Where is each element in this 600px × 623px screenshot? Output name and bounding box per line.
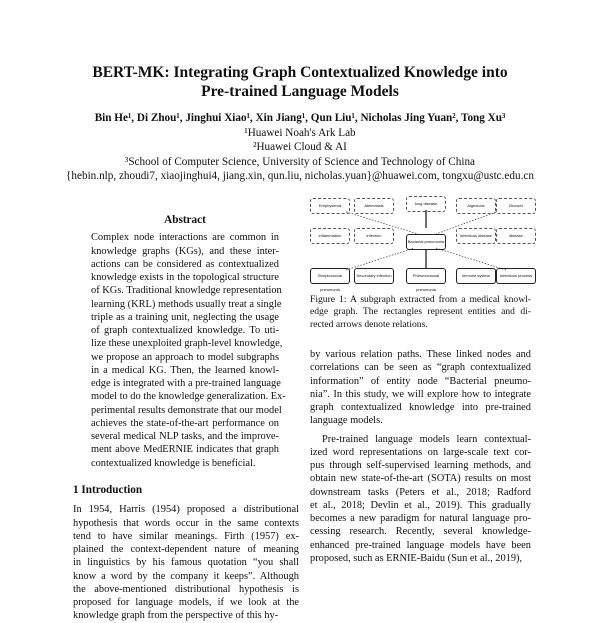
figure-1-graph — [306, 188, 534, 292]
graph-node: Infectious process — [496, 268, 536, 284]
text-line: perimental results demonstrate that our model — [91, 404, 282, 416]
text-line: edge is integrated with a pre-trained language — [91, 378, 281, 389]
introduction — [73, 484, 299, 623]
graph-node: disease — [496, 228, 536, 244]
affiliation: ²Huawei Cloud & AI — [253, 141, 347, 153]
text-line: proposed, such as ERNIE-Baidu (Sun et al., 2019), — [310, 552, 523, 564]
text-line: in a medical KG. Then, the learned knowl- — [91, 364, 279, 376]
text-line: graph contextualized knowledge into pre-trained — [310, 402, 531, 413]
text-line: nia”. In this study, we will explore how to integrate — [310, 388, 531, 400]
affiliation: ³School of Computer Science, University of Science and Technology of China — [124, 155, 476, 168]
text-line: knowledge exists in the topological structure — [91, 272, 279, 283]
text-line: the above-mentioned distributional hypothesis is — [73, 583, 299, 595]
title-line: BERT-MK: Integrating Graph Contextualized Knowledge into — [92, 64, 508, 81]
text-line: language models. — [310, 415, 383, 427]
figure-caption — [310, 294, 531, 331]
text-line: actions can be considered as contextualized — [91, 258, 279, 270]
text-line: rected arrows denote relations. — [310, 318, 428, 330]
text-line: downstream tasks (Peters et al., 2018; Radford — [310, 486, 531, 498]
graph-node: Secondary infection — [354, 268, 394, 284]
text-line: of graph contextualized knowledge. To uti- — [91, 325, 279, 336]
text-line: obtain new state-of-the-art (SOTA) results on most — [310, 473, 531, 485]
text-line: information” of entity node “Bacterial pneumo- — [310, 375, 531, 387]
text-line: proposed for language models, if we look at the — [73, 597, 299, 608]
abstract — [91, 214, 286, 470]
text-line: we propose an approach to model subgraphs — [91, 351, 279, 363]
text-line: know a word by the company it keeps”. Although — [73, 570, 299, 582]
graph-node: Emphysema — [310, 198, 350, 214]
section-heading: 1 Introduction — [73, 484, 143, 496]
text-line: enhanced pre-trained language models have been — [310, 539, 531, 551]
text-line: Figure 1: A subgraph extracted from a medical knowl- — [310, 294, 531, 305]
text-line: correlations can be seen as “graph contextualized — [310, 362, 531, 374]
text-line: several medical NLP tasks, and the improve- — [91, 431, 279, 442]
right-column-text — [310, 348, 531, 565]
text-line: learning (KRL) methods usually treat a single — [91, 298, 282, 310]
text-line: plained the context-dependent nature of meaning — [73, 544, 299, 555]
text-line: pus through self-supervised learning methods, and — [310, 460, 531, 471]
abstract-heading: Abstract — [164, 214, 206, 226]
text-line: lize these unexploited graph-level knowledge, — [91, 338, 283, 350]
graph-node: Bacterial pneumonia — [406, 234, 446, 250]
text-line: hypothesis that words occur in the same contexts — [73, 517, 299, 529]
graph-node: Atelectasis — [354, 198, 394, 214]
paper-title — [0, 63, 600, 101]
graph-node: inflammation — [310, 228, 350, 244]
graph-node: infectious disease — [456, 228, 496, 244]
graph-node: Immune system — [456, 268, 496, 284]
graph-node: Algedonic — [456, 198, 496, 214]
graph-node: infection — [354, 228, 394, 244]
text-line: knowledge graph from the perspective of this hy- — [73, 610, 279, 622]
text-line: contextualized knowledge is beneficial. — [91, 457, 256, 469]
text-line: knowledge graphs (KGs), and these inter- — [91, 245, 279, 257]
text-line: et al., 2018; Devlin et al., 2019). This gradually — [310, 499, 531, 511]
text-line: becomes a new paradigm for natural language pro- — [310, 513, 531, 524]
graph-node: Pneumococcal pneumonia — [406, 268, 446, 284]
author-names: Bin He¹, Di Zhou¹, Jinghui Xiao¹, Xin Jiang¹, Qun Liu¹, Nicholas Jing Yuan², Tong Xu³ — [94, 112, 506, 124]
affiliation: ¹Huawei Noah's Ark Lab — [244, 126, 356, 139]
text-line: by various relation paths. These linked nodes and — [310, 349, 531, 360]
text-line: tend to have similar meanings. Firth (1957) ex- — [73, 530, 299, 542]
text-line: cessing research. Recently, several knowledge- — [310, 526, 531, 538]
text-line: ized word representations on large-scale text cor- — [310, 446, 531, 458]
text-line: edge graph. The rectangles represent entities and di- — [310, 306, 531, 318]
graph-node: Bronchi — [496, 198, 536, 214]
author-block — [0, 111, 600, 184]
title-line: Pre-trained Language Models — [201, 83, 399, 100]
graph-node: lung disease — [406, 196, 446, 212]
text-line: ment above MedERNIE indicates that graph — [91, 444, 279, 456]
text-line: model to do the knowledge generalization. Ex- — [91, 391, 286, 403]
text-line: triple as a training unit, neglecting the usage — [91, 311, 279, 323]
text-line: Complex node interactions are common in — [91, 232, 279, 244]
text-line: achieves the state-of-the-art performance on — [91, 417, 279, 429]
emails: {hebin.nlp, zhoudi7, xiaojinghui4, jiang.xin, qun.liu, nicholas.yuan}@huawei.com, tongxu@ustc.edu.cn — [66, 170, 534, 182]
text-line: Pre-trained language models learn contextual- — [322, 433, 531, 445]
text-line: of KGs. Traditional knowledge representation — [91, 285, 282, 297]
text-line: In 1954, Harris (1954) proposed a distributional — [73, 504, 299, 516]
graph-node: Streptococcal pneumonia — [310, 268, 350, 284]
text-line: in linguistics by his famous quotation “you shall — [73, 557, 299, 569]
